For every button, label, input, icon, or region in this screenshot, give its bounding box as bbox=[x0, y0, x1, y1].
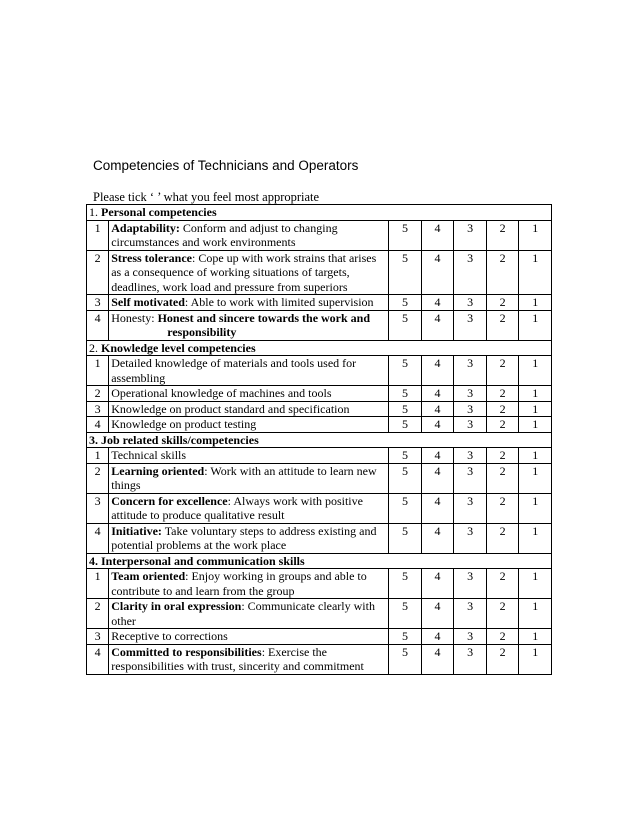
item-number: 1 bbox=[87, 569, 109, 599]
rating-option-1[interactable]: 1 bbox=[519, 417, 552, 433]
item-text: Detailed knowledge of materials and tools used for assembling bbox=[111, 356, 357, 385]
rating-option-5[interactable]: 5 bbox=[389, 463, 422, 493]
item-keyword: Self motivated bbox=[111, 295, 185, 309]
rating-option-2[interactable]: 2 bbox=[486, 523, 519, 553]
table-row bbox=[87, 356, 552, 386]
rating-option-2[interactable]: 2 bbox=[486, 386, 519, 402]
rating-option-5[interactable]: 5 bbox=[389, 220, 422, 250]
rating-option-1[interactable]: 1 bbox=[519, 599, 552, 629]
item-prefix: Honesty: bbox=[111, 310, 158, 325]
item-number: 3 bbox=[87, 401, 109, 417]
rating-option-2[interactable]: 2 bbox=[486, 295, 519, 311]
item-description bbox=[109, 523, 389, 553]
rating-option-3[interactable]: 3 bbox=[454, 220, 487, 250]
rating-option-1[interactable]: 1 bbox=[519, 644, 552, 674]
rating-option-5[interactable]: 5 bbox=[389, 644, 422, 674]
item-description bbox=[109, 569, 389, 599]
item-description bbox=[109, 401, 389, 417]
rating-option-5[interactable]: 5 bbox=[389, 356, 422, 386]
item-description bbox=[109, 629, 389, 645]
item-keyword: Adaptability: bbox=[111, 220, 180, 235]
item-number: 2 bbox=[87, 463, 109, 493]
rating-option-2[interactable]: 2 bbox=[486, 463, 519, 493]
item-number: 2 bbox=[87, 599, 109, 629]
rating-option-2[interactable]: 2 bbox=[486, 448, 519, 464]
item-description bbox=[109, 599, 389, 629]
item-description bbox=[109, 463, 389, 493]
item-keyword: Concern for excellence bbox=[111, 493, 228, 508]
rating-option-4[interactable]: 4 bbox=[421, 644, 454, 674]
item-text: : Cope up with work strains that arises as a consequence of working situations of targets, deadlines, work load and pressure from superiors bbox=[111, 250, 377, 294]
table-row bbox=[87, 310, 552, 340]
rating-option-3[interactable]: 3 bbox=[454, 295, 487, 311]
rating-option-2[interactable]: 2 bbox=[486, 250, 519, 295]
rating-option-4[interactable]: 4 bbox=[421, 250, 454, 295]
section-number: 3. bbox=[89, 432, 101, 447]
rating-option-1[interactable]: 1 bbox=[519, 493, 552, 523]
rating-option-5[interactable]: 5 bbox=[389, 386, 422, 402]
item-number: 1 bbox=[87, 220, 109, 250]
rating-option-4[interactable]: 4 bbox=[421, 599, 454, 629]
rating-option-5[interactable]: 5 bbox=[389, 523, 422, 553]
rating-option-3[interactable]: 3 bbox=[454, 569, 487, 599]
item-description bbox=[109, 386, 389, 402]
item-description bbox=[109, 310, 389, 340]
rating-option-5[interactable]: 5 bbox=[389, 295, 422, 311]
rating-option-1[interactable]: 1 bbox=[519, 356, 552, 386]
item-number: 3 bbox=[87, 295, 109, 311]
item-text: Take voluntary steps to address existing and potential problems at the work place bbox=[111, 523, 377, 552]
item-keyword-cont: responsibility bbox=[167, 325, 237, 339]
item-keyword: Learning oriented bbox=[111, 463, 205, 478]
rating-option-1[interactable]: 1 bbox=[519, 569, 552, 599]
item-number: 4 bbox=[87, 417, 109, 433]
item-description bbox=[109, 417, 389, 433]
rating-option-2[interactable]: 2 bbox=[486, 417, 519, 433]
rating-option-5[interactable]: 5 bbox=[389, 401, 422, 417]
table-row bbox=[87, 386, 552, 402]
table-row bbox=[87, 220, 552, 250]
instruction-text: Please tick ‘ ’ what you feel most appropriate bbox=[93, 190, 320, 204]
table-row bbox=[87, 523, 552, 553]
rating-option-1[interactable]: 1 bbox=[519, 386, 552, 402]
item-description bbox=[109, 644, 389, 674]
section-title: Knowledge level competencies bbox=[101, 340, 256, 355]
rating-option-3[interactable]: 3 bbox=[454, 463, 487, 493]
rating-option-1[interactable]: 1 bbox=[519, 401, 552, 417]
rating-option-4[interactable]: 4 bbox=[421, 295, 454, 311]
rating-option-4[interactable]: 4 bbox=[421, 220, 454, 250]
rating-option-4[interactable]: 4 bbox=[421, 417, 454, 433]
rating-option-1[interactable]: 1 bbox=[519, 463, 552, 493]
rating-option-3[interactable]: 3 bbox=[454, 629, 487, 645]
table-row bbox=[87, 629, 552, 645]
rating-option-2[interactable]: 2 bbox=[486, 401, 519, 417]
rating-option-4[interactable]: 4 bbox=[421, 629, 454, 645]
item-description bbox=[109, 295, 389, 311]
item-keyword: Initiative: bbox=[111, 523, 162, 538]
item-number: 1 bbox=[87, 448, 109, 464]
rating-option-3[interactable]: 3 bbox=[454, 386, 487, 402]
section-heading bbox=[87, 553, 552, 569]
section-header-row bbox=[87, 432, 552, 448]
item-description bbox=[109, 448, 389, 464]
rating-option-3[interactable]: 3 bbox=[454, 250, 487, 295]
section-number: 2. bbox=[89, 340, 101, 355]
item-text: Operational knowledge of machines and tools bbox=[111, 386, 332, 400]
table-row bbox=[87, 417, 552, 433]
item-keyword: Team oriented bbox=[111, 569, 186, 583]
rating-option-2[interactable]: 2 bbox=[486, 356, 519, 386]
item-description bbox=[109, 250, 389, 295]
rating-option-5[interactable]: 5 bbox=[389, 448, 422, 464]
rating-option-1[interactable]: 1 bbox=[519, 250, 552, 295]
rating-option-3[interactable]: 3 bbox=[454, 448, 487, 464]
rating-option-1[interactable]: 1 bbox=[519, 448, 552, 464]
rating-option-2[interactable]: 2 bbox=[486, 644, 519, 674]
table-row bbox=[87, 644, 552, 674]
rating-option-4[interactable]: 4 bbox=[421, 401, 454, 417]
section-number: 4. bbox=[89, 553, 101, 568]
rating-option-4[interactable]: 4 bbox=[421, 463, 454, 493]
item-text: Receptive to corrections bbox=[111, 629, 228, 643]
rating-option-3[interactable]: 3 bbox=[454, 599, 487, 629]
rating-option-5[interactable]: 5 bbox=[389, 250, 422, 295]
item-text: : Always work with positive attitude to produce qualitative result bbox=[111, 493, 363, 522]
table-row bbox=[87, 448, 552, 464]
item-number: 3 bbox=[87, 629, 109, 645]
item-number: 1 bbox=[87, 356, 109, 386]
rating-option-1[interactable]: 1 bbox=[519, 523, 552, 553]
table-row bbox=[87, 295, 552, 311]
rating-option-2[interactable]: 2 bbox=[486, 220, 519, 250]
item-text: : Work with an attitude to learn new things bbox=[111, 463, 377, 492]
page-title: Competencies of Technicians and Operators bbox=[93, 158, 359, 173]
section-header-row bbox=[87, 340, 552, 356]
rating-option-3[interactable]: 3 bbox=[454, 401, 487, 417]
rating-option-4[interactable]: 4 bbox=[421, 386, 454, 402]
rating-option-1[interactable]: 1 bbox=[519, 220, 552, 250]
section-heading bbox=[87, 205, 552, 221]
rating-option-4[interactable]: 4 bbox=[421, 356, 454, 386]
rating-option-1[interactable]: 1 bbox=[519, 295, 552, 311]
rating-option-5[interactable]: 5 bbox=[389, 493, 422, 523]
rating-option-2[interactable]: 2 bbox=[486, 493, 519, 523]
item-number: 4 bbox=[87, 310, 109, 340]
item-text: : Exercise the responsibilities with trust, sincerity and commitment bbox=[111, 644, 364, 673]
rating-option-5[interactable]: 5 bbox=[389, 310, 422, 340]
item-text: Conform and adjust to changing circumstances and work environments bbox=[111, 220, 338, 249]
item-number: 2 bbox=[87, 386, 109, 402]
rating-option-4[interactable]: 4 bbox=[421, 448, 454, 464]
item-keyword: Stress tolerance bbox=[111, 250, 192, 265]
section-heading bbox=[87, 432, 552, 448]
rating-option-4[interactable]: 4 bbox=[421, 523, 454, 553]
rating-option-2[interactable]: 2 bbox=[486, 310, 519, 340]
section-heading bbox=[87, 340, 552, 356]
rating-option-4[interactable]: 4 bbox=[421, 310, 454, 340]
rating-option-3[interactable]: 3 bbox=[454, 523, 487, 553]
rating-option-5[interactable]: 5 bbox=[389, 599, 422, 629]
rating-option-2[interactable]: 2 bbox=[486, 629, 519, 645]
table-row bbox=[87, 401, 552, 417]
section-title: Personal competencies bbox=[101, 205, 217, 219]
item-keyword: Clarity in oral expression bbox=[111, 599, 242, 613]
item-number: 3 bbox=[87, 493, 109, 523]
competency-table bbox=[86, 204, 552, 675]
rating-option-3[interactable]: 3 bbox=[454, 417, 487, 433]
section-header-row bbox=[87, 205, 552, 221]
section-title: Interpersonal and communication skills bbox=[101, 553, 305, 568]
table-row bbox=[87, 569, 552, 599]
item-description bbox=[109, 493, 389, 523]
rating-option-5[interactable]: 5 bbox=[389, 417, 422, 433]
section-header-row bbox=[87, 553, 552, 569]
item-number: 4 bbox=[87, 644, 109, 674]
rating-option-4[interactable]: 4 bbox=[421, 569, 454, 599]
item-keyword: Honest and sincere towards the work and bbox=[157, 310, 371, 325]
item-keyword: Committed to responsibilities bbox=[111, 644, 262, 659]
table-row bbox=[87, 250, 552, 295]
rating-option-5[interactable]: 5 bbox=[389, 569, 422, 599]
rating-option-3[interactable]: 3 bbox=[454, 356, 487, 386]
item-text: Technical skills bbox=[111, 448, 187, 462]
section-title: Job related skills/competencies bbox=[101, 432, 259, 447]
item-text: : Communicate clearly with other bbox=[111, 599, 375, 628]
rating-option-2[interactable]: 2 bbox=[486, 569, 519, 599]
rating-option-3[interactable]: 3 bbox=[454, 310, 487, 340]
rating-option-3[interactable]: 3 bbox=[454, 644, 487, 674]
item-number: 4 bbox=[87, 523, 109, 553]
table-row bbox=[87, 463, 552, 493]
rating-option-5[interactable]: 5 bbox=[389, 629, 422, 645]
rating-option-1[interactable]: 1 bbox=[519, 310, 552, 340]
rating-option-3[interactable]: 3 bbox=[454, 493, 487, 523]
rating-option-2[interactable]: 2 bbox=[486, 599, 519, 629]
section-number: 1. bbox=[89, 205, 101, 219]
rating-option-1[interactable]: 1 bbox=[519, 629, 552, 645]
item-text: Knowledge on product testing bbox=[111, 417, 257, 431]
table-row bbox=[87, 599, 552, 629]
item-text: : Able to work with limited supervision bbox=[184, 295, 374, 309]
item-number: 2 bbox=[87, 250, 109, 295]
item-description bbox=[109, 356, 389, 386]
rating-option-4[interactable]: 4 bbox=[421, 493, 454, 523]
item-description bbox=[109, 220, 389, 250]
table-row bbox=[87, 493, 552, 523]
item-text: : Enjoy working in groups and able to contribute to and learn from the group bbox=[111, 569, 367, 598]
item-text: Knowledge on product standard and specification bbox=[111, 401, 350, 416]
